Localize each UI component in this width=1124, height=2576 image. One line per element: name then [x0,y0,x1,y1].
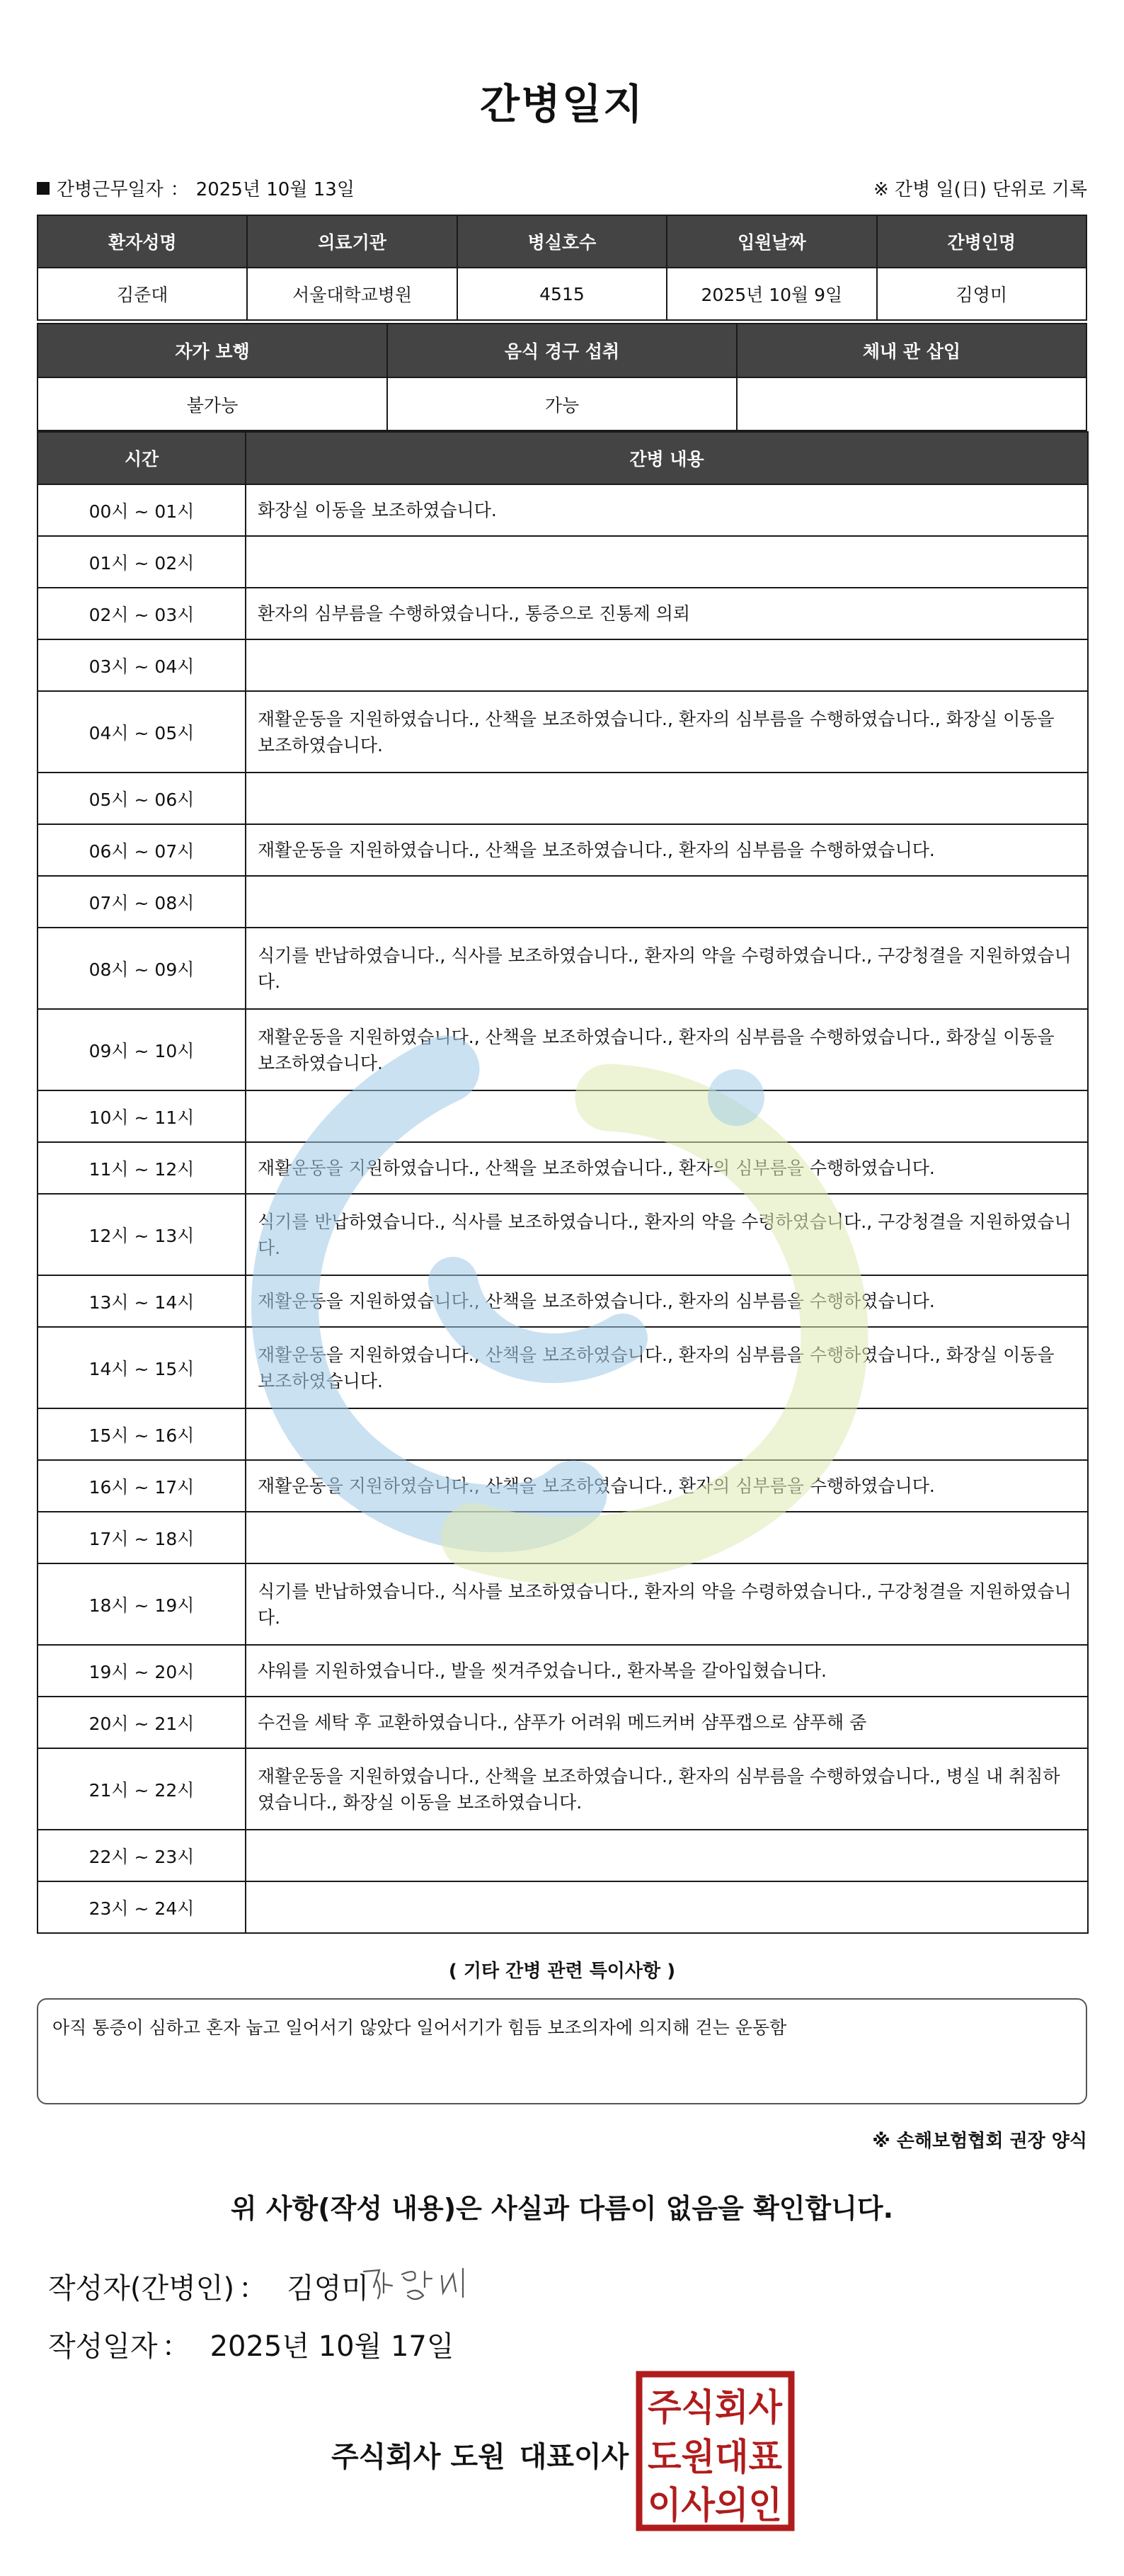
table-row [38,1275,1088,1327]
table-row [38,1009,1088,1090]
work-date-separator: ： [170,179,189,200]
care-content-cell: 샤워를 지원하였습니다., 발을 씻겨주었습니다., 환자복을 갈아입혔습니다. [246,1645,1088,1697]
care-content-cell: 재활운동을 지원하였습니다., 산책을 보조하였습니다., 환자의 심부름을 수행하였습니다. [246,824,1088,876]
care-content-cell: 식기를 반납하였습니다., 식사를 보조하였습니다., 환자의 약을 수령하였습니다., 구강청결을 지원하였습니다. [246,1194,1088,1275]
time-slot-cell: 12시 ~ 13시 [38,1194,246,1275]
special-notes-title: ( 기타 간병 관련 특이사항 ) [448,1961,676,1982]
care-content-cell: 재활운동을 지원하였습니다., 산책을 보조하였습니다., 환자의 심부름을 수행하였습니다., 화장실 이동을 보조하였습니다. [246,1327,1088,1408]
admission-date-value: 2025년 10월 9일 [667,268,876,320]
time-slot-cell: 01시 ~ 02시 [38,536,246,588]
table-row [38,1563,1088,1645]
time-slot-cell: 11시 ~ 12시 [38,1142,246,1194]
care-content-cell [246,1830,1088,1881]
col-header-self-walking: 자가 보행 [38,324,387,377]
col-header-admission-date: 입원날짜 [667,215,876,268]
time-slot-cell: 04시 ~ 05시 [38,691,246,773]
author-name: 김영미 [287,2272,369,2305]
care-content-cell [246,1408,1088,1460]
work-date-line [37,175,355,201]
table-row [38,1881,1088,1933]
care-content-cell: 재활운동을 지원하였습니다., 산책을 보조하였습니다., 환자의 심부름을 수행하였습니다. [246,1142,1088,1194]
tube-insertion-value [737,377,1086,431]
care-content-cell [246,536,1088,588]
hospital-value: 서울대학교병원 [247,268,457,320]
care-content-cell: 식기를 반납하였습니다., 식사를 보조하였습니다., 환자의 약을 수령하였습니다., 구강청결을 지원하였습니다. [246,928,1088,1009]
company-line [331,2434,629,2475]
table-row [38,588,1088,639]
table-row [38,928,1088,1009]
table-row [38,691,1088,773]
time-slot-cell: 20시 ~ 21시 [38,1697,246,1748]
col-header-time: 시간 [38,432,246,484]
care-content-cell: 화장실 이동을 보조하였습니다. [246,484,1088,536]
care-content-cell [246,1512,1088,1563]
table-row [38,1327,1088,1408]
table-row [38,1697,1088,1748]
work-date-value: 2025년 10월 13일 [195,179,355,200]
time-slot-cell: 23시 ~ 24시 [38,1881,246,1933]
svg-text:이사의인: 이사의인 [648,2485,782,2527]
time-slot-cell: 18시 ~ 19시 [38,1563,246,1645]
room-value: 4515 [457,268,667,320]
care-content-cell: 식기를 반납하였습니다., 식사를 보조하였습니다., 환자의 약을 수령하였습니다., 구강청결을 지원하였습니다. [246,1563,1088,1645]
care-content-cell [246,639,1088,691]
time-slot-cell: 08시 ~ 09시 [38,928,246,1009]
table-row [38,1142,1088,1194]
time-slot-cell: 13시 ~ 14시 [38,1275,246,1327]
patient-info-table [37,215,1087,321]
written-date-line [48,2324,454,2364]
table-row [38,1090,1088,1142]
col-header-caregiver-name: 간병인명 [877,215,1086,268]
time-slot-cell: 22시 ~ 23시 [38,1830,246,1881]
work-date-label: 간병근무일자 [57,179,164,200]
care-content-cell [246,773,1088,824]
written-date-colon: ： [161,2330,190,2363]
svg-text:도원대표: 도원대표 [648,2437,782,2479]
company-name: 주식회사 도원 [331,2441,505,2473]
special-notes-box [37,1998,1087,2104]
time-slot-cell: 10시 ~ 11시 [38,1090,246,1142]
care-content-cell [246,1881,1088,1933]
care-content-cell: 수건을 세탁 후 교환하였습니다., 샴푸가 어려워 메드커버 샴푸캡으로 샴푸해 줌 [246,1697,1088,1748]
bullet-square-icon [37,182,50,195]
table-row [38,1512,1088,1563]
special-notes-text: 아직 통증이 심하고 혼자 눕고 일어서기 않았다 일어서기가 힘듬 보조의자에 의지해 걷는 운동함 [52,2017,787,2038]
record-unit-note: ※ 간병 일(日) 단위로 기록 [873,179,1087,200]
table-row [38,484,1088,536]
col-header-tube-insertion: 체내 관 삽입 [737,324,1086,377]
col-header-patient-name: 환자성명 [38,215,247,268]
representative-title: 대표이사 [519,2441,629,2473]
col-header-care-content: 간병 내용 [246,432,1088,484]
time-slot-cell: 16시 ~ 17시 [38,1460,246,1512]
table-row [38,1408,1088,1460]
time-slot-cell: 17시 ~ 18시 [38,1512,246,1563]
time-slot-cell: 07시 ~ 08시 [38,876,246,928]
col-header-room: 병실호수 [457,215,667,268]
caregiver-name-value: 김영미 [877,268,1086,320]
document-title: 간병일지 [479,80,645,128]
col-header-oral-intake: 음식 경구 섭취 [387,324,737,377]
time-slot-cell: 21시 ~ 22시 [38,1748,246,1830]
written-date-value: 2025년 10월 17일 [210,2330,454,2363]
care-log-body [38,484,1088,1933]
care-content-cell: 재활운동을 지원하였습니다., 산책을 보조하였습니다., 환자의 심부름을 수행하였습니다. [246,1460,1088,1512]
care-content-cell [246,1090,1088,1142]
association-form-note: ※ 손해보험협회 권장 양식 [872,2131,1087,2152]
table-row [38,773,1088,824]
patient-status-table [37,323,1087,431]
time-slot-cell: 00시 ~ 01시 [38,484,246,536]
care-content-cell: 환자의 심부름을 수행하였습니다., 통증으로 진통제 의뢰 [246,588,1088,639]
table-row [38,1830,1088,1881]
care-content-cell: 재활운동을 지원하였습니다., 산책을 보조하였습니다., 환자의 심부름을 수행하였습니다., 화장실 이동을 보조하였습니다. [246,1009,1088,1090]
company-seal-stamp [636,2371,795,2531]
time-slot-cell: 19시 ~ 20시 [38,1645,246,1697]
care-content-cell [246,876,1088,928]
table-row [38,639,1088,691]
care-log-table [37,431,1089,1934]
author-colon: ： [239,2272,268,2305]
table-row [38,1460,1088,1512]
handwritten-signature [358,2259,486,2308]
written-date-label: 작성일자 [48,2330,158,2363]
confirmation-statement: 위 사항(작성 내용)은 사실과 다름이 없음을 확인합니다. [230,2193,894,2224]
patient-name-value: 김준대 [38,268,247,320]
time-slot-cell: 14시 ~ 15시 [38,1327,246,1408]
svg-text:주식회사: 주식회사 [648,2387,783,2429]
table-row [38,876,1088,928]
care-content-cell: 재활운동을 지원하였습니다., 산책을 보조하였습니다., 환자의 심부름을 수행하였습니다., 화장실 이동을 보조하였습니다. [246,691,1088,773]
care-content-cell: 재활운동을 지원하였습니다., 산책을 보조하였습니다., 환자의 심부름을 수행하였습니다., 병실 내 취침하였습니다., 화장실 이동을 보조하였습니다. [246,1748,1088,1830]
table-row [38,536,1088,588]
self-walking-value: 불가능 [38,377,387,431]
table-row [38,1194,1088,1275]
time-slot-cell: 05시 ~ 06시 [38,773,246,824]
time-slot-cell: 02시 ~ 03시 [38,588,246,639]
time-slot-cell: 06시 ~ 07시 [38,824,246,876]
time-slot-cell: 09시 ~ 10시 [38,1009,246,1090]
author-label: 작성자(간병인) [48,2272,235,2305]
author-line [48,2266,369,2306]
oral-intake-value: 가능 [387,377,737,431]
care-content-cell: 재활운동을 지원하였습니다., 산책을 보조하였습니다., 환자의 심부름을 수행하였습니다. [246,1275,1088,1327]
table-row [38,1645,1088,1697]
time-slot-cell: 03시 ~ 04시 [38,639,246,691]
table-row [38,1748,1088,1830]
time-slot-cell: 15시 ~ 16시 [38,1408,246,1460]
table-row [38,824,1088,876]
col-header-hospital: 의료기관 [247,215,457,268]
